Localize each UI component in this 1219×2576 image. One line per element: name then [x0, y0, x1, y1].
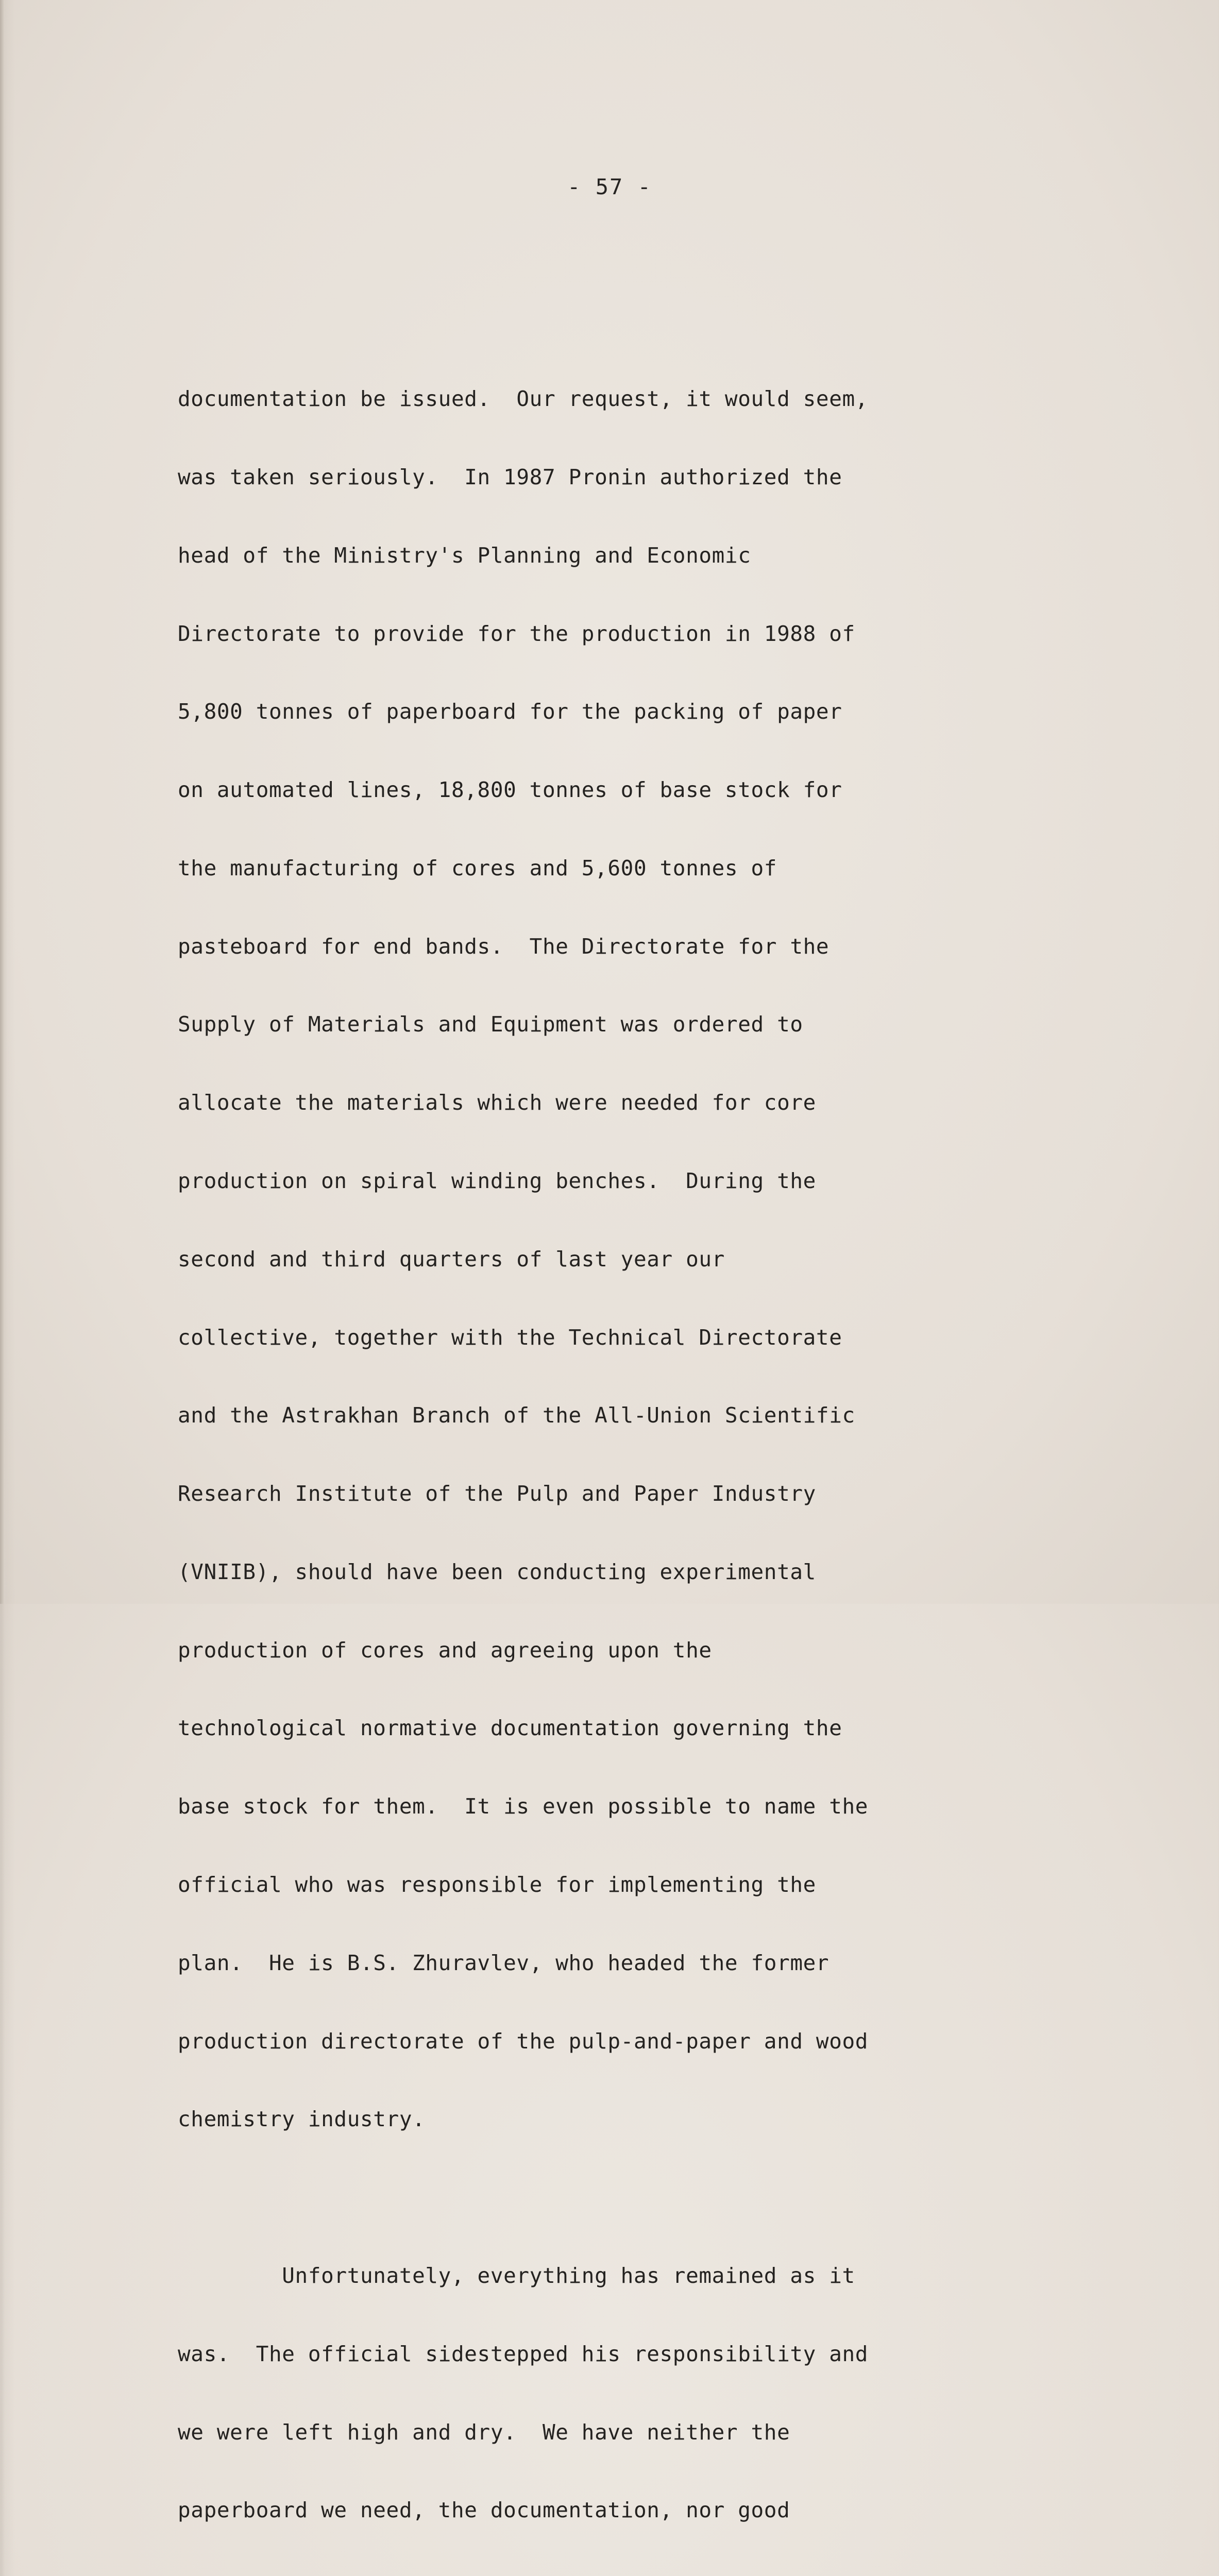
- text-line: on automated lines, 18,800 tonnes of base stock for: [178, 777, 842, 803]
- text-line: documentation be issued. Our request, it would seem,: [178, 386, 869, 412]
- text-line: we were left high and dry. We have neither the: [178, 2419, 790, 2445]
- text-line: plan. He is B.S. Zhuravlev, who headed the former: [178, 1950, 829, 1975]
- text-line: production directorate of the pulp-and-paper and wood: [178, 2028, 869, 2054]
- text-line: Supply of Materials and Equipment was ordered to: [178, 1012, 803, 1037]
- text-line: 5,800 tonnes of paperboard for the packing of paper: [178, 699, 842, 724]
- paragraph-1: [178, 334, 1023, 2184]
- text-line: official who was responsible for implementing the: [178, 1872, 816, 1897]
- text-line: base stock for them. It is even possible to name the: [178, 1794, 869, 1819]
- text-line: the manufacturing of cores and 5,600 tonnes of: [178, 855, 777, 880]
- text-line: (VNIIB), should have been conducting experimental: [178, 1559, 816, 1584]
- text-line: pasteboard for end bands. The Directorate for the: [178, 934, 829, 959]
- text-line: Research Institute of the Pulp and Paper Industry: [178, 1481, 816, 1506]
- text-line: was. The official sidestepped his responsibility and: [178, 2341, 869, 2366]
- text-line: Directorate to provide for the production in 1988 of: [178, 621, 855, 646]
- document-body: [178, 334, 1023, 2576]
- text-line: Unfortunately, everything has remained as it: [178, 2263, 855, 2288]
- text-line: collective, together with the Technical Directorate: [178, 1325, 842, 1350]
- text-line: paperboard we need, the documentation, nor good: [178, 2498, 790, 2523]
- paragraph-2: [178, 2211, 1023, 2576]
- text-line: chemistry industry.: [178, 2107, 426, 2132]
- page-binding-edge: [0, 0, 7, 1604]
- paragraph-gap: [178, 2184, 1023, 2211]
- text-line: was taken seriously. In 1987 Pronin authorized the: [178, 464, 842, 489]
- text-line: and the Astrakhan Branch of the All-Union Scientific: [178, 1403, 855, 1428]
- text-line: production of cores and agreeing upon the: [178, 1637, 712, 1663]
- text-line: allocate the materials which were needed for core: [178, 1090, 816, 1115]
- text-line: head of the Ministry's Planning and Economic: [178, 543, 751, 568]
- page-number: - 57 -: [567, 174, 652, 199]
- text-line: production on spiral winding benches. During the: [178, 1168, 816, 1193]
- text-line: [178, 2575, 1023, 2576]
- text-line: second and third quarters of last year our: [178, 1246, 725, 1272]
- text-line: technological normative documentation governing the: [178, 1716, 842, 1741]
